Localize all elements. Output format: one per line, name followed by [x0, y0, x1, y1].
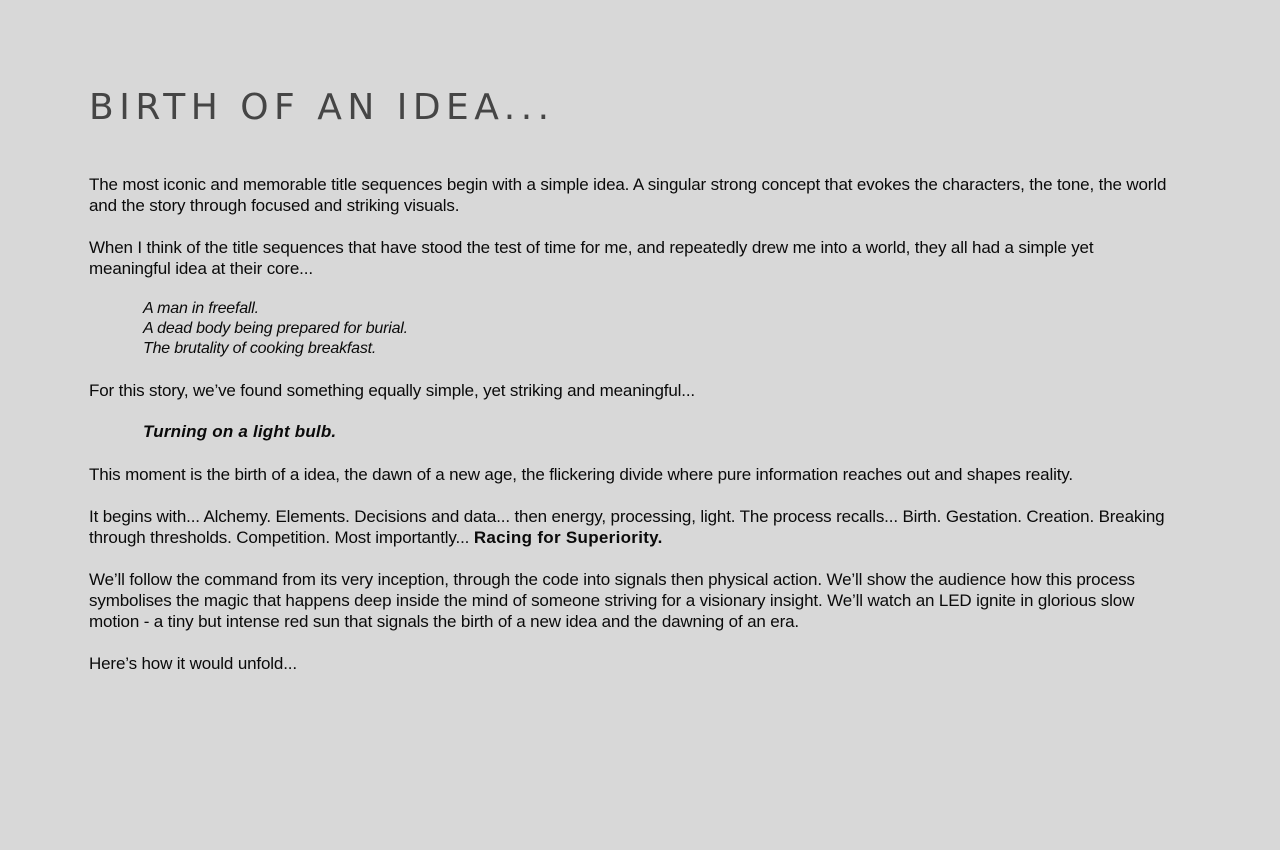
begins-paragraph	[89, 506, 1169, 548]
light-bulb-callout: Turning on a light bulb.	[143, 422, 337, 441]
example-item-freefall: A man in freefall.	[143, 300, 259, 317]
moment-paragraph: This moment is the birth of a idea, the dawn of a new age, the flickering divide where pure information reaches out and shapes reality.	[89, 465, 1073, 484]
follow-paragraph: We’ll follow the command from its very inception, through the code into signals then physical action. We’ll show the audience how this process symbolises the magic that happens deep inside the mind of someone striving for a visionary insight. We’ll watch an LED ignite in glorious slow motion - a tiny but intense red sun that signals the birth of a new idea and the dawning of an era.	[89, 570, 1135, 631]
intro-paragraph: The most iconic and memorable title sequences begin with a simple idea. A singular strong concept that evokes the characters, the tone, the world and the story through focused and striking visuals.	[89, 175, 1167, 215]
story-paragraph: For this story, we’ve found something equally simple, yet striking and meaningful...	[89, 381, 695, 400]
begins-text: It begins with... Alchemy. Elements. Decisions and data... then energy, processing, light. The process recalls... Birth. Gestation. Creation. Breaking through thresholds. Competition. Most importantly...	[89, 507, 1165, 547]
unfold-paragraph: Here’s how it would unfold...	[89, 654, 297, 673]
document-page	[89, 86, 1169, 674]
example-list	[143, 299, 1169, 359]
example-item-burial: A dead body being prepared for burial.	[143, 320, 408, 337]
think-paragraph: When I think of the title sequences that have stood the test of time for me, and repeatedly drew me into a world, they all had a simple yet meaningful idea at their core...	[89, 238, 1094, 278]
racing-for-superiority-text: Racing for Superiority.	[473, 528, 663, 547]
page-title: BIRTH OF AN IDEA...	[89, 87, 555, 128]
example-item-breakfast: The brutality of cooking breakfast.	[143, 340, 377, 357]
